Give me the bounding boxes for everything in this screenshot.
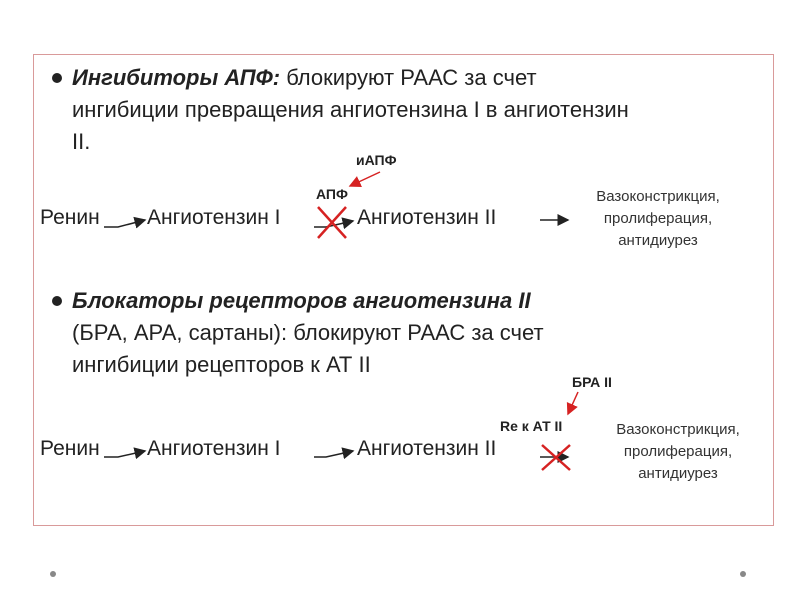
enzyme-label-1: АПФ [316,186,348,202]
inhibitor-label-1: иАПФ [356,152,397,168]
arrow-renin-ang1-1 [104,220,145,227]
ang1-1: Ангиотензин I [147,206,281,229]
renin-1: Ренин [40,206,100,229]
ang2-1: Ангиотензин II [357,206,497,229]
section2-title: Блокаторы рецепторов ангиотензина II [72,288,531,313]
section1-title: Ингибиторы АПФ: [72,65,281,90]
effect-2-line-3: антидиурез [638,465,718,482]
effect-2-line-1: Вазоконстрикция, [616,421,740,438]
effect-1-line-3: антидиурез [618,232,698,249]
inhibitor-arrow-1 [350,172,380,186]
nav-dot-left [50,571,56,577]
renin-2: Ренин [40,437,100,460]
ang2-2: Ангиотензин II [357,437,497,460]
blocker-arrow-2 [568,392,578,414]
section1-text-2: ингибиции превращения ангиотензина I в ангиотензин [72,97,629,122]
section1-text-3: II. [72,129,91,154]
effect-2-line-2: пролиферация, [623,443,733,460]
nav-dot-right [740,571,746,577]
section2-text-2b: : блокируют РААС за счет [280,320,544,345]
arrow-ang1-ang2-2 [314,451,353,457]
effect-1-line-2: пролиферация, [603,210,713,227]
section2-text-2a: (БРА, АРА, сартаны) [72,320,281,345]
arrow-renin-ang1-2 [104,451,145,457]
blocker-label-2: БРА II [572,374,612,390]
ang1-2: Ангиотензин I [147,437,281,460]
receptor-label-2: Re к АТ II [500,418,563,434]
effect-1-line-1: Вазоконстрикция, [596,188,720,205]
section2-text-3: ингибиции рецепторов к АТ II [72,352,371,377]
section1-text-1: блокируют РААС за счет [280,65,537,90]
